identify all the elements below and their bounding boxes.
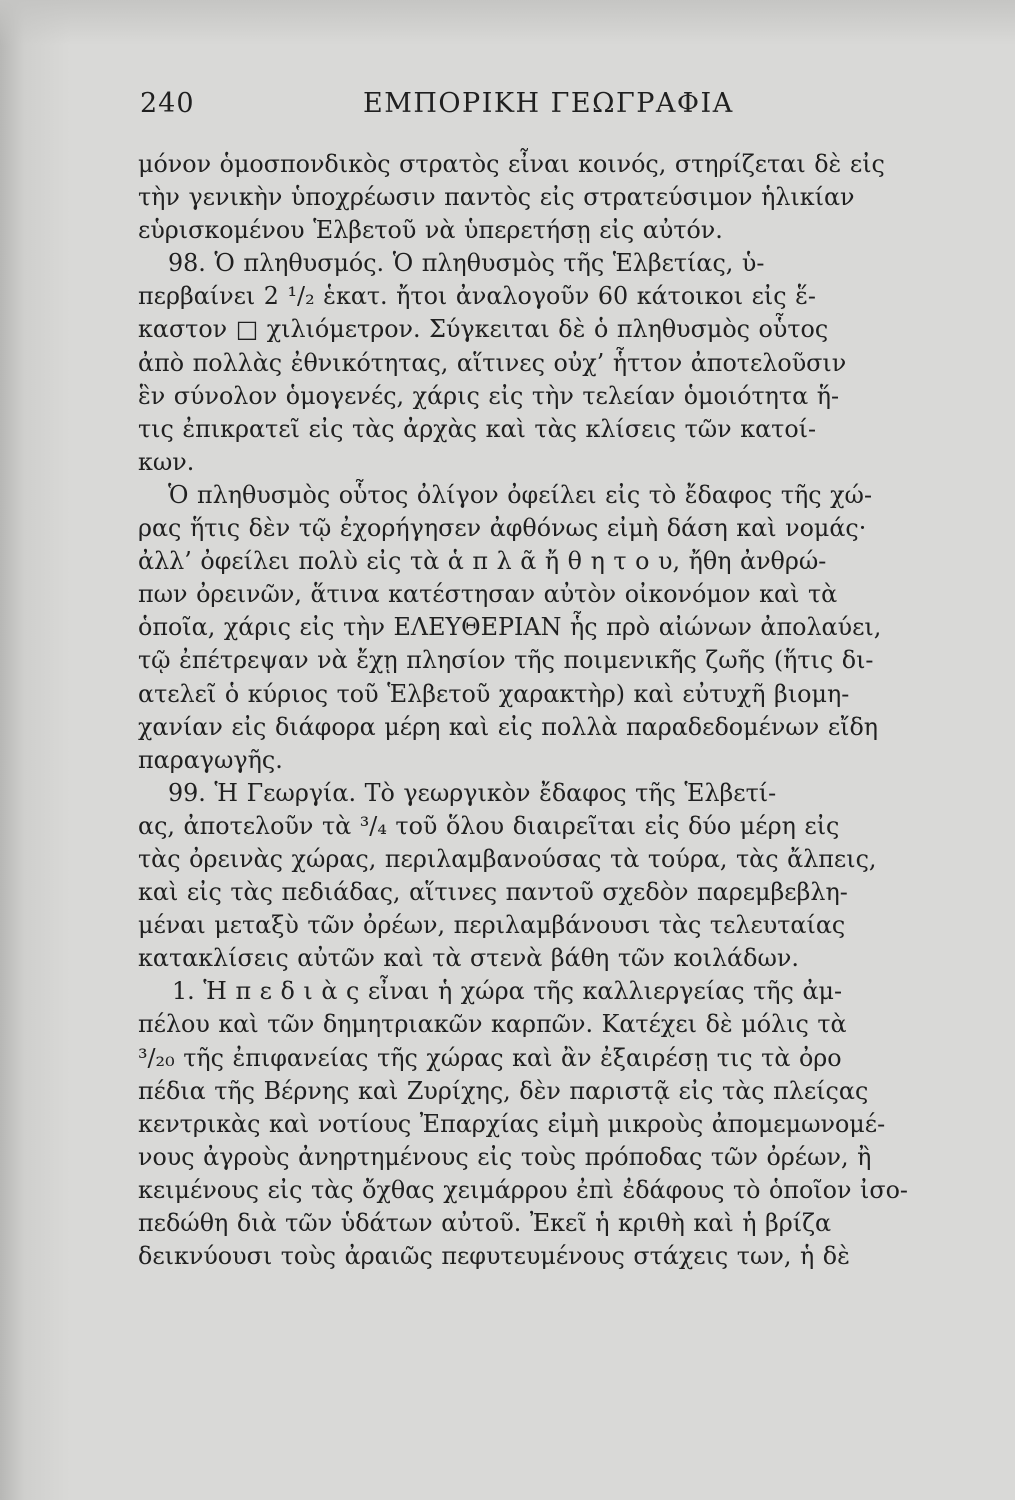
text-line: ἀπὸ πολλὰς ἐθνικότητας, αἵτινες οὐχ’ ἧττον ἀποτελοῦσιν — [138, 348, 847, 377]
text-line: ὁποῖα, χάρις εἰς τὴν ΕΛΕΥΘΕΡΙΑΝ ἧς πρὸ αἰώνων ἀπολαύει, — [138, 613, 882, 642]
text-line: τῷ ἐπέτρεψαν νὰ ἔχῃ πλησίον τῆς ποιμενικῆς ζωῆς (ἥτις δι- — [138, 646, 874, 675]
text-line: τὰς ὀρεινὰς χώρας, περιλαμβανούσας τὰ τούρα, τὰς ἄλπεις, — [138, 844, 877, 873]
text-line: εὑρισκομένου Ἑλβετοῦ νὰ ὑπερετήσῃ εἰς αὐτόν. — [138, 216, 723, 245]
text-line: περβαίνει 2 ¹/₂ ἑκατ. ἤτοι ἀναλογοῦν 60 κάτοικοι εἰς ἕ- — [138, 282, 816, 311]
text-line: ³/₂₀ τῆς ἐπιφανείας τῆς χώρας καὶ ἂν ἐξαιρέσῃ τις τὰ ὀρο — [138, 1043, 842, 1072]
text-line: ρας ἥτις δὲν τῷ ἐχορήγησεν ἀφθόνως εἰμὴ δάση καὶ νομάς· — [138, 514, 867, 543]
text-line: δεικνύουσι τοὺς ἀραιῶς πεφυτευμένους στάχεις των, ἡ δὲ — [138, 1242, 850, 1271]
text-line: ας, ἀποτελοῦν τὰ ³/₄ τοῦ ὅλου διαιρεῖται εἰς δύο μέρη εἰς — [138, 811, 840, 840]
running-title: ΕΜΠΟΡΙΚΗ ΓΕΩΓΡΑΦΙΑ — [363, 88, 734, 119]
text-line: κατακλίσεις αὐτῶν καὶ τὰ στενὰ βάθη τῶν κοιλάδων. — [138, 944, 799, 973]
text-line: καὶ εἰς τὰς πεδιάδας, αἵτινες παντοῦ σχεδὸν παρεμβεβλη- — [138, 878, 848, 907]
page-number: 240 — [140, 88, 195, 119]
text-line: πέλου καὶ τῶν δημητριακῶν καρπῶν. Κατέχει δὲ μόλις τὰ — [138, 1010, 847, 1039]
text-line: χανίαν εἰς διάφορα μέρη καὶ εἰς πολλὰ παραδεδομένων εἴδη — [138, 712, 879, 741]
text-line: ατελεῖ ὁ κύριος τοῦ Ἑλβετοῦ χαρακτὴρ) καὶ εὐτυχῆ βιομη- — [138, 679, 850, 708]
text-line: μόνον ὁμοσπονδικὸς στρατὸς εἶναι κοινός, στηρίζεται δὲ εἰς — [138, 150, 885, 178]
text-line: παραγωγῆς. — [138, 745, 283, 774]
text-line: ἓν σύνολον ὁμογενές, χάρις εἰς τὴν τελείαν ὁμοιότητα ἥ- — [138, 381, 840, 410]
text-line: πέδια τῆς Βέρνης καὶ Ζυρίχης, δὲν παριστᾷ εἰς τὰς πλείςας — [138, 1076, 869, 1105]
section-heading-line: 99. Ἡ Γεωργία. Τὸ γεωργικὸν ἔδαφος τῆς Ἑλβετί- — [168, 778, 777, 807]
text-line: κειμένους εἰς τὰς ὄχθας χειμάρρου ἐπὶ ἐδάφους τὸ ὁποῖον ἰσο- — [138, 1175, 908, 1204]
page-header — [140, 88, 900, 128]
body-text — [138, 148, 908, 1273]
paragraph-start-line: Ὁ πληθυσμὸς οὗτος ὀλίγον ὀφείλει εἰς τὸ ἔδαφος τῆς χώ- — [168, 480, 873, 509]
section-heading-line: 98. Ὁ πληθυσμός. Ὁ πληθυσμὸς τῆς Ἑλβετίας, ὑ- — [168, 249, 765, 278]
text-line: ἀλλ’ ὀφείλει πολὺ εἰς τὰ ἁ π λ ᾶ ἤ θ η τ ο υ, ἤθη ἀνθρώ- — [138, 547, 827, 576]
text-line: κεντρικὰς καὶ νοτίους Ἐπαρχίας εἰμὴ μικροὺς ἀπομεμωνομέ- — [138, 1109, 886, 1138]
text-line: τις ἐπικρατεῖ εἰς τὰς ἀρχὰς καὶ τὰς κλίσεις τῶν κατοί- — [138, 414, 817, 443]
text-line: μέναι μεταξὺ τῶν ὀρέων, περιλαμβάνουσι τὰς τελευταίας — [138, 911, 846, 940]
page-top-shadow — [0, 0, 1015, 45]
text-line: καστον □ χιλιόμετρον. Σύγκειται δὲ ὁ πληθυσμὸς οὗτος — [138, 315, 829, 344]
list-item-line: 1. Ἡ π ε δ ι ὰ ς εἶναι ἡ χώρα τῆς καλλιεργείας τῆς ἀμ- — [172, 977, 843, 1006]
text-line: νους ἀγροὺς ἀνηρτημένους εἰς τοὺς πρόποδας τῶν ὀρέων, ἢ — [138, 1142, 872, 1171]
page-gutter-shadow — [0, 0, 70, 1500]
text-line: πων ὀρεινῶν, ἅτινα κατέστησαν αὐτὸν οἰκονόμον καὶ τὰ — [138, 580, 838, 609]
text-line: κων. — [138, 447, 195, 476]
text-line: πεδώθη διὰ τῶν ὑδάτων αὐτοῦ. Ἐκεῖ ἡ κριθὴ καὶ ἡ βρίζα — [138, 1209, 832, 1237]
text-line: τὴν γενικὴν ὑποχρέωσιν παντὸς εἰς στρατεύσιμον ἡλικίαν — [138, 183, 855, 212]
